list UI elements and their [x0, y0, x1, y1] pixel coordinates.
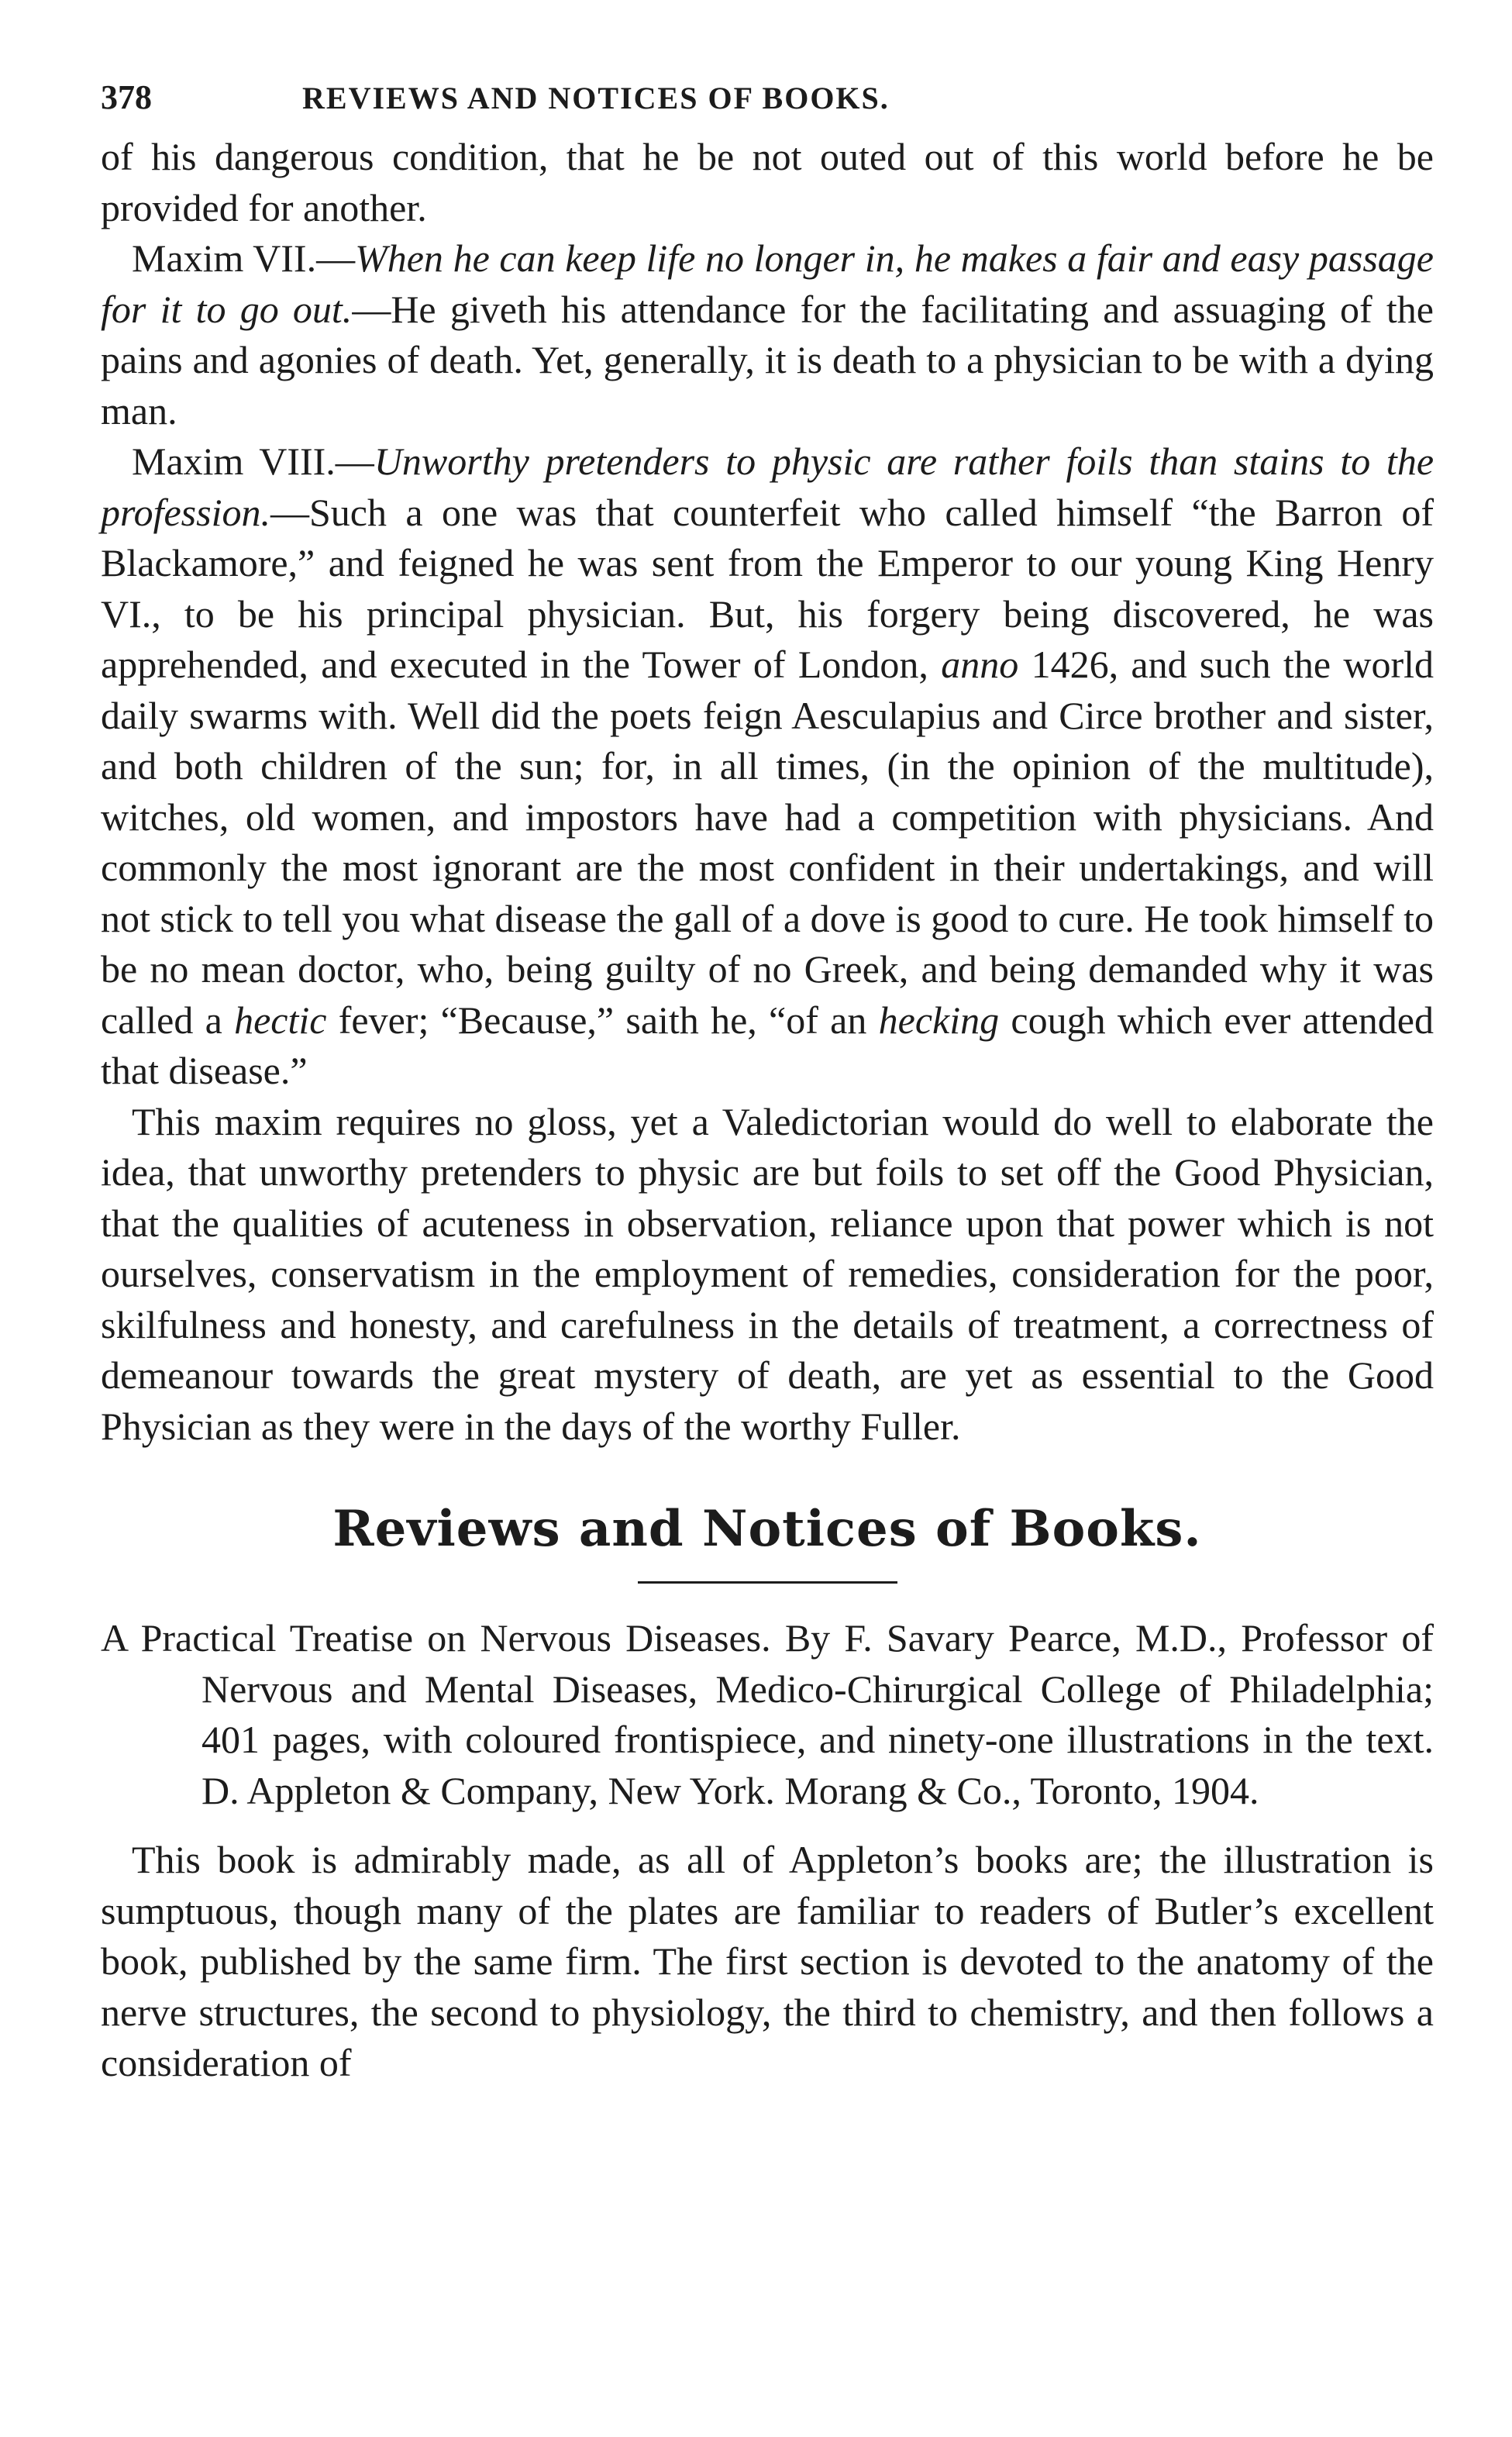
book-page: [101, 78, 1434, 2089]
maxim-vii-commentary: —He giveth his attendance for the facilitating and assuaging of the pains and agonies of death. Yet, generally, it is death to a physician to be with a dying man.: [101, 287, 1434, 433]
maxim-viii-commentary-3: fever; “Because,” saith he, “of an: [326, 998, 879, 1042]
paragraph-gloss: This maxim requires no gloss, yet a Valedictorian would do well to elaborate the idea, that unworthy pretenders to physic are but foils to set off the Good Physician, that the qualities of acuteness in observation, reliance upon that power which is not ourselves, conservatism in the employment of remedies, consideration for the poor, skilfulness and honesty, and carefulness in the details of treatment, a correctness of demeanour towards the great mystery of death, are yet as essential to the Good Physician as they were in the days of the worthy Fuller.: [101, 1099, 1434, 1448]
review-citation: A Practical Treatise on Nervous Diseases. By F. Savary Pearce, M.D., Professor of Nervous and Mental Diseases, Medico-Chirurgical College of Philadelphia; 401 pages, with coloured frontispiece, and ninety-one illustrations in the text. D. Appleton & Company, New York. Morang & Co., Toronto, 1904.: [101, 1616, 1434, 1812]
paragraph-maxim-viii: [101, 436, 1434, 1097]
maxim-viii-anno: anno: [941, 643, 1019, 686]
maxim-viii-commentary-2: 1426, and such the world daily swarms with. Well did the poets feign Aesculapius and Circe brother and sister, and both children of the sun; for, in all times, (in the opinion of the multitude), witches, old women, and impostors have had a competition with physicians. And commonly the most ignorant are the most confident in their undertakings, and will not stick to tell you what disease the gall of a dove is good to cure. He took himself to be no mean doctor, who, being guilty of no Greek, and being demanded why it was called a: [101, 643, 1434, 1042]
main-text: [101, 132, 1434, 1452]
maxim-viii-hectic: hectic: [234, 998, 327, 1042]
running-head: REVIEWS AND NOTICES OF BOOKS.: [302, 81, 890, 115]
maxim-viii-commentary-1: —Such a one was that counterfeit who called himself “the Barron of Blackamore,” and feigned he was sent from the Emperor to our young King Henry VI., to be his principal physician. But, his forgery being discovered, he was apprehended, and executed in the Tower of London,: [101, 490, 1434, 686]
maxim-viii-heading: Maxim VIII.—: [132, 439, 374, 483]
maxim-vii-heading: Maxim VII.—: [132, 236, 356, 280]
maxim-viii-hecking: hecking: [878, 998, 1000, 1042]
maxim-vii-statement: When he can keep life no longer in, he makes a fair and easy passage for it to go out.: [101, 236, 1434, 331]
maxim-viii-commentary-4: cough which ever attended that disease.”: [101, 998, 1435, 1092]
page-number: 378: [101, 78, 152, 116]
paragraph-maxim-vii: [101, 233, 1434, 436]
title-rule: [638, 1581, 897, 1584]
page-header: [101, 78, 1434, 132]
maxim-viii-statement: Unworthy pretenders to physic are rather foils than stains to the profession.: [101, 439, 1435, 534]
paragraph-continuation: of his dangerous condition, that he be not outed out of this world before he be provided for another.: [101, 135, 1434, 229]
section-title: Reviews and Notices of Books.: [332, 1500, 1202, 1558]
review-body: This book is admirably made, as all of Appleton’s books are; the illustration is sumptuous, though many of the plates are familiar to readers of Butler’s excellent book, published by the same firm. The first section is devoted to the anatomy of the nerve structures, the second to physiology, the third to chemistry, and then follows a consideration of: [101, 1838, 1434, 2084]
